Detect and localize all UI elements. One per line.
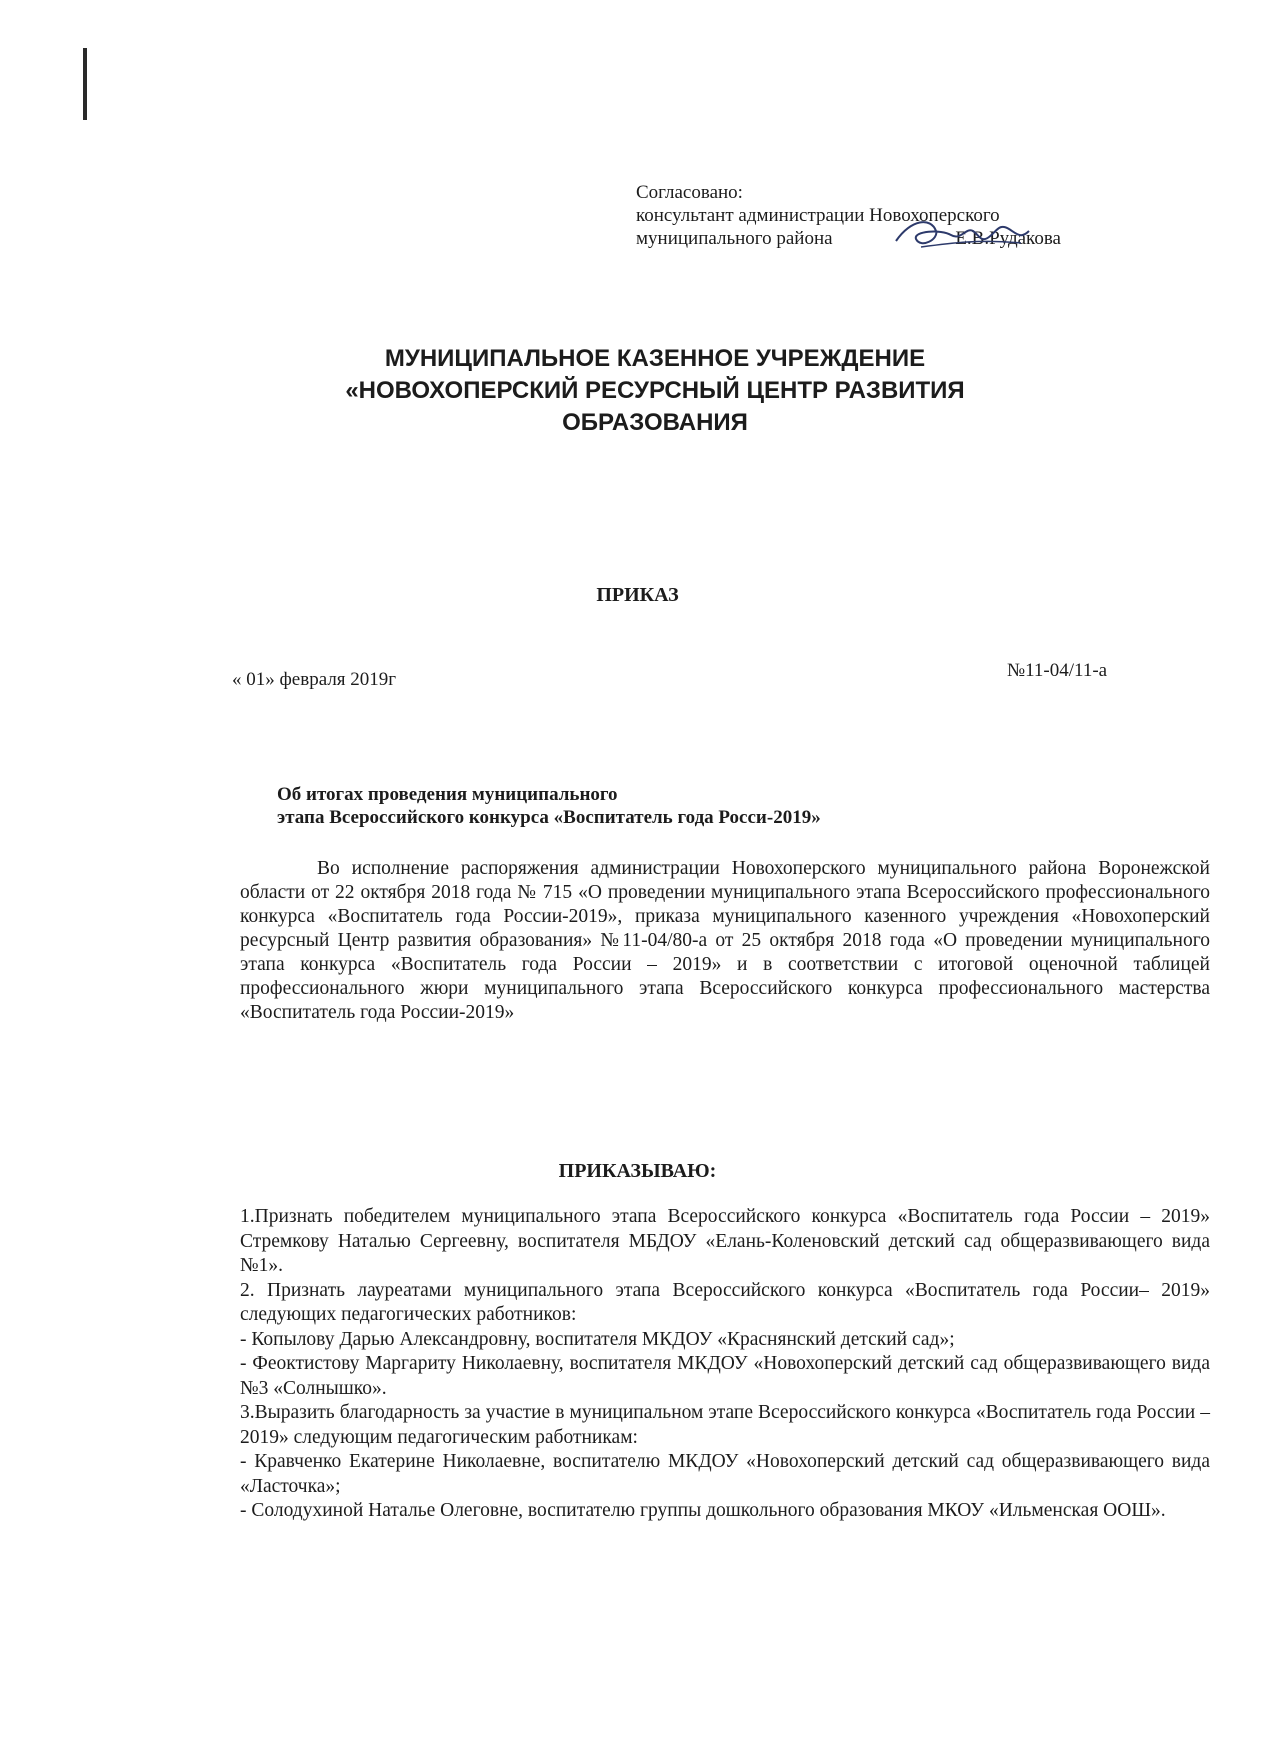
approval-district: муниципального района xyxy=(636,228,833,249)
order-item: 1.Признать победителем муниципального этапа Всероссийского конкурса «Воспитатель года России – 2019» Стремкову Наталью Сергеевну, воспитателя МБДОУ «Елань-Коленовский детский сад общеразвивающего вида №1». xyxy=(240,1206,1210,1276)
organization-line-1: МУНИЦИПАЛЬНОЕ КАЗЕННОЕ УЧРЕЖДЕНИЕ xyxy=(384,345,926,372)
approval-block xyxy=(636,181,1061,250)
approval-label: Согласовано: xyxy=(636,182,743,203)
order-heading: ПРИКАЗЫВАЮ: xyxy=(558,1160,717,1182)
order-items xyxy=(240,1205,1210,1524)
approval-signature-row xyxy=(636,227,1061,250)
preamble-paragraph: Во исполнение распоряжения администрации Новохоперского муниципального района Воронежской области от 22 октября 2018 года № 715 «О проведении муниципального этапа Всероссийского профессионального конкурса «Воспитатель года России-2019», приказа муниципального казенного учреждения «Новохоперский ресурсный Центр развития образования» №11-04/80-а от 25 октября 2018 года «О проведении муниципального этапа конкурса «Воспитатель года России – 2019» и в соответствии с итоговой оценочной таблицей профессионального жюри муниципального этапа Всероссийского конкурса профессионального мастерства «Воспитатель года России-2019» xyxy=(240,858,1210,1023)
order-item: - Кравченко Екатерине Николаевне, воспитателю МКДОУ «Новохоперский детский сад общеразвивающего вида «Ласточка»; xyxy=(240,1451,1210,1497)
scan-margin-mark xyxy=(83,48,87,120)
document-date: « 01» февраля 2019г xyxy=(232,669,397,690)
order-item: 3.Выразить благодарность за участие в муниципальном этапе Всероссийского конкурса «Воспитатель года России – 2019» следующим педагогическим работникам: xyxy=(240,1402,1210,1448)
approval-position: консультант администрации Новохоперского xyxy=(636,205,1000,226)
document-number: №11-04/11-а xyxy=(1007,660,1108,681)
order-item: - Солодухиной Наталье Олеговне, воспитателю группы дошкольного образования МКОУ «Ильменская ООШ». xyxy=(240,1500,1166,1521)
order-item: - Феоктистову Маргариту Николаевну, воспитателя МКДОУ «Новохоперский детский сад общеразвивающего вида №3 «Солнышко». xyxy=(240,1353,1210,1399)
subject-line-1: Об итогах проведения муниципального xyxy=(277,784,618,805)
order-item: - Копылову Дарью Александровну, воспитателя МКДОУ «Краснянский детский сад»; xyxy=(240,1328,955,1350)
document-subject xyxy=(277,783,821,829)
signature-icon xyxy=(891,209,1031,259)
approval-name: Е.В.Рудакова xyxy=(955,228,1061,249)
subject-line-2: этапа Всероссийского конкурса «Воспитатель года Росси-2019» xyxy=(277,807,821,828)
document-type-heading: ПРИКАЗ xyxy=(596,584,679,606)
organization-line-2: «НОВОХОПЕРСКИЙ РЕСУРСНЫЙ ЦЕНТР РАЗВИТИЯ xyxy=(345,377,965,404)
organization-line-3: ОБРАЗОВАНИЯ xyxy=(562,409,748,436)
organization-name xyxy=(250,343,1060,439)
order-item: 2. Признать лауреатами муниципального этапа Всероссийского конкурса «Воспитатель года России– 2019» следующих педагогических работников: xyxy=(240,1279,1210,1325)
